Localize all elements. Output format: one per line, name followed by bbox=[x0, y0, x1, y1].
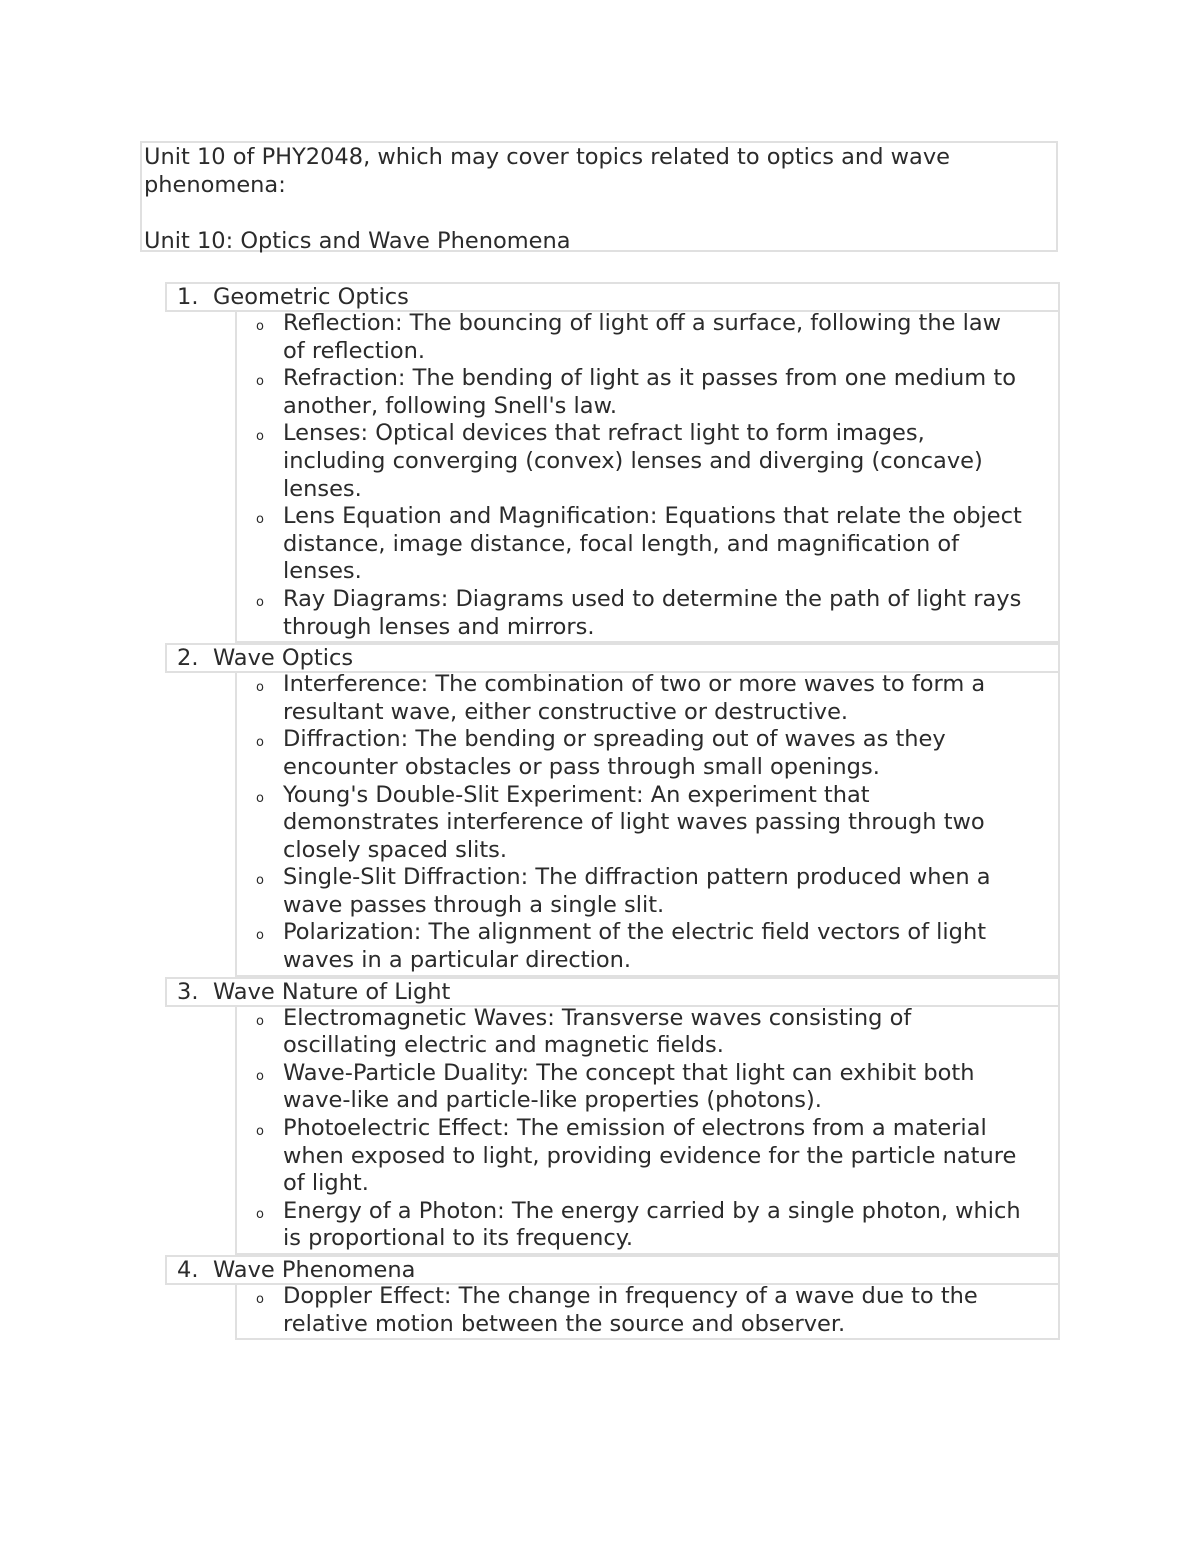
list-item bbox=[237, 726, 1058, 781]
bullet-circle-icon: o bbox=[256, 928, 264, 944]
list-item bbox=[237, 671, 1058, 726]
list-item-text: Ray Diagrams: Diagrams used to determine the path of light rays through lenses and mirrors. bbox=[283, 585, 1022, 640]
section-items bbox=[235, 671, 1060, 977]
bullet-circle-icon: o bbox=[256, 319, 264, 334]
list-item bbox=[237, 586, 1058, 641]
bullet-circle-icon: o bbox=[256, 594, 264, 610]
section-number: 2. bbox=[177, 645, 199, 672]
section-heading bbox=[165, 1255, 1060, 1285]
list-item bbox=[237, 782, 1058, 865]
unit-title: Unit 10: Optics and Wave Phenomena bbox=[144, 228, 571, 254]
bullet-circle-icon: o bbox=[256, 374, 264, 390]
list-item bbox=[237, 919, 1058, 974]
section-heading bbox=[165, 977, 1060, 1007]
list-item bbox=[237, 864, 1058, 919]
bullet-circle-icon: o bbox=[256, 1124, 264, 1140]
bullet-circle-icon: o bbox=[256, 735, 264, 751]
list-item bbox=[237, 1198, 1058, 1253]
list-item bbox=[237, 1115, 1058, 1198]
section-number: 3. bbox=[177, 978, 199, 1005]
list-item-text: Reflection: The bouncing of light off a surface, following the law of reflection. bbox=[283, 310, 1002, 364]
section-number: 1. bbox=[177, 284, 199, 310]
list-item-text: Polarization: The alignment of the electric field vectors of light waves in a particular direction. bbox=[283, 919, 987, 974]
list-item-text: Wave-Particle Duality: The concept that light can exhibit both wave-like and particle-like properties (photons). bbox=[283, 1059, 975, 1114]
list-item bbox=[237, 365, 1058, 420]
topic-outline bbox=[165, 282, 1060, 1340]
list-item bbox=[237, 1060, 1058, 1115]
list-item-text: Single-Slit Diffraction: The diffraction pattern produced when a wave passes through a single slit. bbox=[283, 864, 991, 918]
list-item-text: Lenses: Optical devices that refract light to form images, including converging (convex) lenses and diverging (concave) lenses. bbox=[283, 420, 983, 502]
list-item-text: Electromagnetic Waves: Transverse waves consisting of oscillating electric and magnetic fields. bbox=[283, 1004, 912, 1059]
list-item-text: Doppler Effect: The change in frequency of a wave due to the relative motion between the source and observer. bbox=[283, 1283, 978, 1337]
list-item-text: Energy of a Photon: The energy carried by a single photon, which is proportional to its frequency. bbox=[283, 1197, 1021, 1252]
list-item-text: Photoelectric Effect: The emission of electrons from a material when exposed to light, providing evidence for the particle nature of light. bbox=[283, 1115, 1017, 1197]
bullet-circle-icon: o bbox=[256, 873, 264, 889]
section-number: 4. bbox=[177, 1257, 199, 1283]
list-item-text: Young's Double-Slit Experiment: An experiment that demonstrates interference of light waves passing through two closely spaced slits. bbox=[283, 781, 985, 863]
bullet-circle-icon: o bbox=[256, 1206, 264, 1222]
bullet-circle-icon: o bbox=[256, 790, 264, 806]
section-items bbox=[235, 1005, 1060, 1255]
list-item bbox=[237, 503, 1058, 586]
bullet-circle-icon: o bbox=[256, 429, 264, 445]
list-item-text: Interference: The combination of two or more waves to form a resultant wave, either constructive or destructive. bbox=[283, 671, 986, 725]
section-heading bbox=[165, 643, 1060, 673]
section-title: Wave Optics bbox=[213, 645, 354, 672]
list-item bbox=[237, 1005, 1058, 1060]
section-items bbox=[235, 1283, 1060, 1340]
list-item bbox=[237, 1283, 1058, 1338]
section-items bbox=[235, 310, 1060, 643]
intro-box bbox=[140, 141, 1058, 252]
list-item-text: Refraction: The bending of light as it passes from one medium to another, following Snell's law. bbox=[283, 365, 1016, 419]
section-title: Geometric Optics bbox=[213, 284, 409, 310]
list-item bbox=[237, 310, 1058, 365]
section-title: Wave Nature of Light bbox=[213, 978, 451, 1005]
list-item-text: Lens Equation and Magnification: Equations that relate the object distance, image distance, focal length, and magnification of lenses. bbox=[283, 503, 1022, 585]
list-item bbox=[237, 420, 1058, 503]
list-item-text: Diffraction: The bending or spreading out of waves as they encounter obstacles or pass through small openings. bbox=[283, 726, 946, 780]
section-title: Wave Phenomena bbox=[213, 1257, 416, 1283]
bullet-circle-icon: o bbox=[256, 1013, 264, 1029]
intro-description: Unit 10 of PHY2048, which may cover topics related to optics and wave phenomena: bbox=[144, 144, 950, 198]
section-heading bbox=[165, 282, 1060, 312]
bullet-circle-icon: o bbox=[256, 1292, 264, 1307]
bullet-circle-icon: o bbox=[256, 512, 264, 528]
bullet-circle-icon: o bbox=[256, 680, 264, 696]
bullet-circle-icon: o bbox=[256, 1068, 264, 1084]
